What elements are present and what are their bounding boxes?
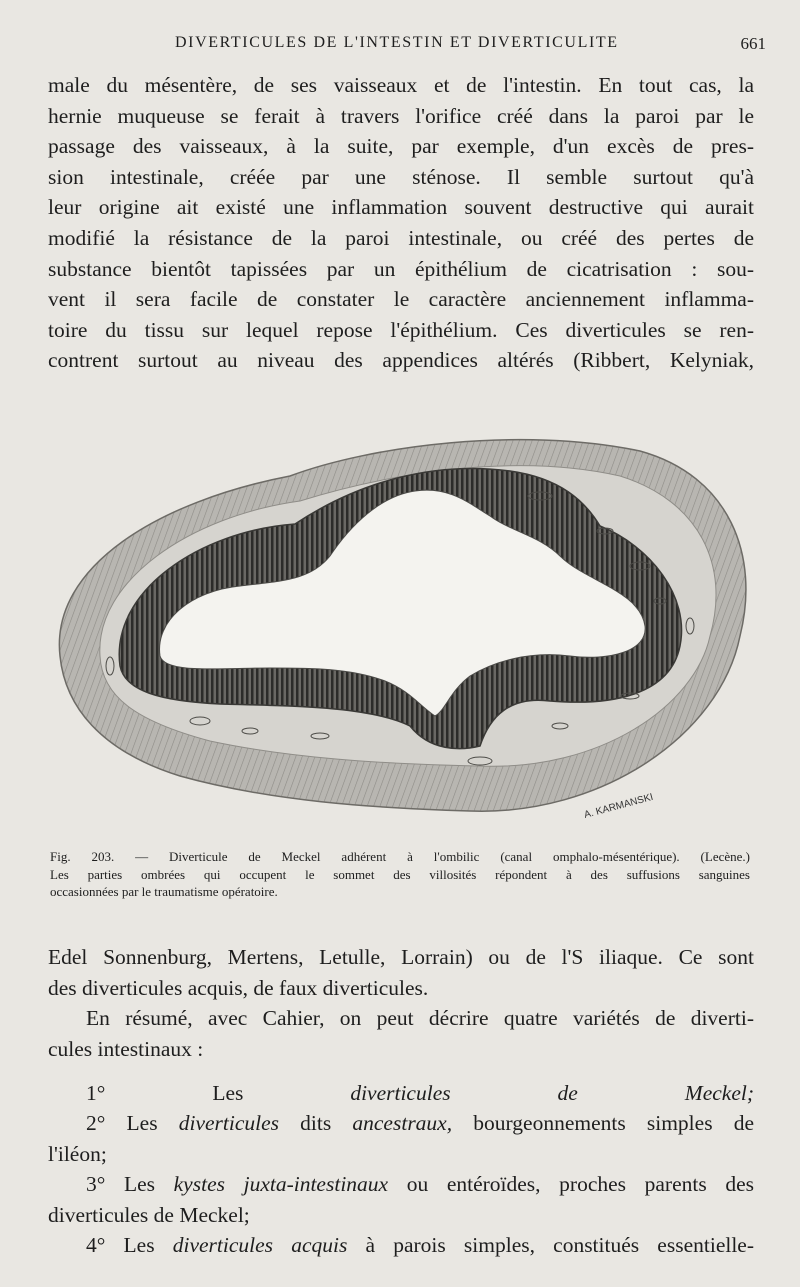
artist-signature: A. KARMANSKI	[582, 791, 655, 821]
list-item-4: 4° Les diverticules acquis à parois simples, constitués essentielle-	[86, 1232, 755, 1257]
text-line: male du mésentère, de ses vaisseaux et de l'intestin. En tout cas, la	[48, 73, 754, 97]
figure-caption	[50, 848, 750, 901]
list-item-3: 3° Les kystes juxta-intestinaux ou entéroïdes, proches parents des	[86, 1172, 754, 1197]
text-line: hernie muqueuse se ferait à travers l'orifice créé dans la paroi par le	[48, 103, 754, 128]
list-item-1: 1° Les diverticules de Meckel;	[86, 1081, 755, 1105]
histology-section-drawing	[40, 406, 760, 836]
text-line: En résumé, avec Cahier, on peut décrire quatre variétés de diverti-	[86, 1006, 754, 1031]
caption-line: occasionnées par le traumatisme opératoire.	[50, 884, 278, 899]
text-line: des diverticules acquis, de faux diverticules.	[48, 975, 429, 1000]
list-item-2: 2° Les diverticules dits ancestraux, bourgeonnements simples de	[86, 1111, 755, 1136]
text-line: contrent surtout au niveau des appendices altérés (Ribbert, Kelyniak,	[48, 348, 754, 373]
running-title: DIVERTICULES DE L'INTESTIN ET DIVERTICULITE	[175, 34, 619, 51]
page-number: 661	[740, 34, 766, 53]
caption-line: Fig. 203. — Diverticule de Meckel adhérent à l'ombilic (canal omphalo-mésentérique). (Lecène.)	[50, 849, 750, 864]
varieties-list	[48, 1078, 754, 1260]
running-head	[0, 34, 800, 58]
paragraph-1	[48, 70, 754, 376]
text-line: toire du tissu sur lequel repose l'épithélium. Ces diverticules se ren-	[48, 317, 754, 342]
text-line: leur origine ait existé une inflammation souvent destructive qui aurait	[48, 195, 754, 220]
text-line: sion intestinale, créée par une sténose. Il semble surtout qu'à	[48, 164, 754, 189]
list-item-2-continuation: l'iléon;	[48, 1141, 107, 1166]
figure-203-illustration	[40, 406, 760, 836]
text-line: vent il sera facile de constater le caractère anciennement inflamma-	[48, 287, 754, 312]
paragraph-2-and-3	[48, 942, 754, 1064]
caption-line: Les parties ombrées qui occupent le sommet des villosités répondent à des suffusions sanguines	[50, 866, 750, 882]
list-item-3-continuation: diverticules de Meckel;	[48, 1202, 250, 1227]
text-line: Edel Sonnenburg, Mertens, Letulle, Lorrain) ou de l'S iliaque. Ce sont	[48, 945, 754, 969]
text-line: passage des vaisseaux, à la suite, par exemple, d'un excès de pres-	[48, 134, 754, 159]
text-line: modifié la résistance de la paroi intestinale, ou créé des pertes de	[48, 225, 754, 250]
text-line: substance bientôt tapissées par un épithélium de cicatrisation : sou-	[48, 256, 754, 281]
text-line: cules intestinaux :	[48, 1036, 204, 1061]
